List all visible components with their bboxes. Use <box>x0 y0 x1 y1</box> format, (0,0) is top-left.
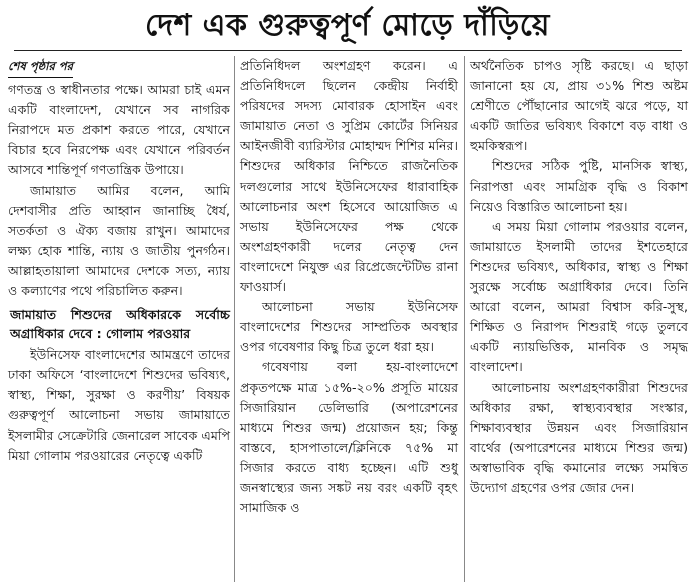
paragraph: শিশুদের সঠিক পুষ্টি, মানসিক স্বাস্থ্য, নিরাপত্তা এবং সামগ্রিক বৃদ্ধি ও বিকাশ নিয়েও বিস্তারিত আলোচনা হয়। <box>470 158 688 214</box>
subheading: জামায়াত শিশুদের অধিকারকে সর্বোচ্চ অগ্রাধিকার দেবে : গোলাম পরওয়ার <box>10 307 230 342</box>
column-divider-1 <box>234 56 235 582</box>
headline-rule <box>14 50 682 51</box>
paragraph: আলোচনা সভায় ইউনিসেফ বাংলাদেশের শিশুদের সাম্প্রতিক অবস্থার ওপর গবেষণার কিছু চিত্র তুলে ধরা হয়। <box>240 299 458 355</box>
paragraph: অর্থনৈতিক চাপও সৃষ্টি করছে। এ ছাড়া জানানো হয় যে, প্রায় ৩১% শিশু অষ্টম শ্রেণীতে পৌঁছানোর আগেই ঝরে পড়ে, যা একটি জাতির ভবিষ্যৎ বিকাশে বড় বাধা ও হুমকিস্বরূপ। <box>470 58 688 154</box>
paragraph: প্রতিনিধিদল অংশগ্রহণ করেন। এ প্রতিনিধিদলে ছিলেন কেন্দ্রীয় নির্বাহী পরিষদের সদস্য মোবারক হোসাইন এবং জামায়াত নেতা ও সুপ্রিম কোর্টের সিনিয়র আইনজীবী ব্যারিস্টার মোহাম্মদ শিশির মনির। শিশুদের অধিকার নিশ্চিতে রাজনৈতিক দলগুলোর সাথে ইউনিসেফের ধারাবাহিক আলোচনার অংশ হিসেবে আয়োজিত এ সভায় ইউনিসেফের পক্ষ থেকে অংশগ্রহণকারী দলের নেতৃত্ব দেন বাংলাদেশে নিযুক্ত এর রিপ্রেজেন্টেটিভ রানা ফাওয়ার্স। <box>240 58 458 295</box>
paragraph: আলোচনায় অংশগ্রহণকারীরা শিশুদের অধিকার রক্ষা, স্বাস্থ্যব্যবস্থার সংস্কার, শিক্ষাব্যবস্থার উন্নয়ন এবং সিজারিয়ান বার্থের (অপারেশনের মাধ্যমে শিশুর জন্ম) অস্বাভাবিক বৃদ্ধি কমানোর লক্ষ্যে সমন্বিত উদ্যোগ গ্রহণের ওপর জোর দেন। <box>470 379 688 495</box>
continued-label: শেষ পৃষ্ঠার পর <box>8 56 73 78</box>
paragraph: ইউনিসেফ বাংলাদেশের আমন্ত্রণে তাদের ঢাকা অফিসে ‘বাংলাদেশে শিশুদের ভবিষ্যৎ, স্বাস্থ্য, শিক্ষা, সুরক্ষা ও করণীয়’ বিষয়ক গুরুত্বপূর্ণ আলোচনা সভায় জামায়াতে ইসলামীর সেক্রেটারি জেনারেল সাবেক এমপি মিয়া গোলাম পরওয়ারের নেতৃত্বে একটি <box>8 347 230 463</box>
paragraph: গণতন্ত্র ও স্বাধীনতার পক্ষে। আমরা চাই এমন একটি বাংলাদেশ, যেখানে সব নাগরিক নিরাপদে মত প্রকাশ করতে পারে, যেখানে বিচার হবে নিরপেক্ষ এবং যেখানে পরিবর্তন আসবে শান্তিপূর্ণ গণতান্ত্রিক উপায়ে। <box>8 82 230 178</box>
column-2 <box>240 56 458 518</box>
column-1 <box>8 56 230 466</box>
paragraph: জামায়াত আমির বলেন, আমি দেশবাসীর প্রতি আহ্বান জানাচ্ছি ধৈর্য, সতর্কতা ও ঐক্য বজায় রাখুন। আমাদের লক্ষ্য হোক শান্তি, ন্যায় ও জাতীয় পুনর্গঠন। আল্লাহতায়ালা আমাদের দেশকে সত্য, ন্যায় ও কল্যাণের পথে পরিচালিত করুন। <box>8 182 230 299</box>
column-divider-2 <box>464 56 465 582</box>
column-3 <box>470 56 688 498</box>
paragraph: গবেষণায় বলা হয়-বাংলাদেশে প্রকৃতপক্ষে মাত্র ১৫%-২০% প্রসূতি মায়ের সিজারিয়ান ডেলিভারি (অপারেশনের মাধ্যমে শিশুর জন্ম) প্রয়োজন হয়; কিন্তু বাস্তবে, হাসপাতালে/ক্লিনিকে ৭৫% মা সিজার করতে বাধ্য হচ্ছেন। এটি শুধু জনস্বাস্থ্যের জন্য সঙ্কট নয় বরং একটি বৃহৎ সামাজিক ও <box>240 359 458 516</box>
paragraph: এ সময় মিয়া গোলাম পরওয়ার বলেন, জামায়াতে ইসলামী তাদের ইশতেহারে শিশুদের ভবিষ্যৎ, অধিকার, স্বাস্থ্য ও শিক্ষা সুরক্ষে সর্বোচ্চ অগ্রাধিকার দেবে। তিনি আরো বলেন, আমরা বিশ্বাস করি-সুস্থ, শিক্ষিত ও নিরাপদ শিশুরাই গড়ে তুলবে একটি ন্যায়ভিত্তিক, মানবিক ও সমৃদ্ধ বাংলাদেশ। <box>470 218 688 375</box>
headline: দেশ এক গুরুত্বপূর্ণ মোড়ে দাঁড়িয়ে <box>145 8 550 43</box>
